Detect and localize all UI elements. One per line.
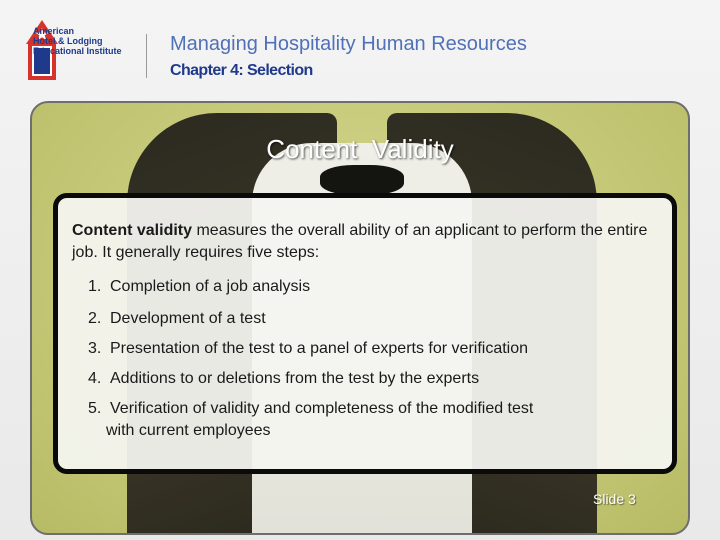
logo-line-2: Hotel & Lodging [33, 36, 103, 46]
list-item [88, 368, 668, 390]
slide-title: Content Validity [266, 134, 454, 164]
step-text-continued: with current employees [106, 422, 271, 439]
step-text: Completion of a job analysis [110, 278, 311, 295]
step-number: 3. [88, 340, 102, 357]
step-number: 1. [88, 278, 102, 295]
intro-term: Content validity [72, 222, 193, 239]
step-number: 2. [88, 310, 102, 327]
step-text: Presentation of the test to a panel of experts for verification [110, 340, 529, 357]
list-item [88, 338, 668, 360]
chapter-subtitle: Chapter 4: Selection [170, 62, 313, 79]
list-item [88, 398, 668, 442]
slide-number: Slide 3 [593, 491, 636, 507]
intro-text: measures the overall ability of an applicant to perform the entire job. It generally requires five steps: [72, 222, 648, 261]
step-number: 5. [88, 400, 102, 417]
steps-list [88, 276, 668, 442]
step-text: Additions to or deletions from the test by the experts [110, 370, 480, 387]
bow-tie [320, 165, 404, 195]
step-text: Development of a test [110, 310, 266, 327]
course-title: Managing Hospitality Human Resources [170, 33, 527, 55]
logo-line-3: Educational Institute [33, 46, 122, 56]
list-item [88, 276, 668, 298]
logo-wordmark [33, 26, 122, 56]
header-divider [146, 34, 147, 78]
step-number: 4. [88, 370, 102, 387]
step-text: Verification of validity and completeness of the modified test [110, 400, 534, 417]
list-item [88, 308, 668, 330]
content-box [53, 193, 677, 474]
intro-paragraph [72, 220, 672, 264]
logo-line-1: American [33, 26, 75, 36]
